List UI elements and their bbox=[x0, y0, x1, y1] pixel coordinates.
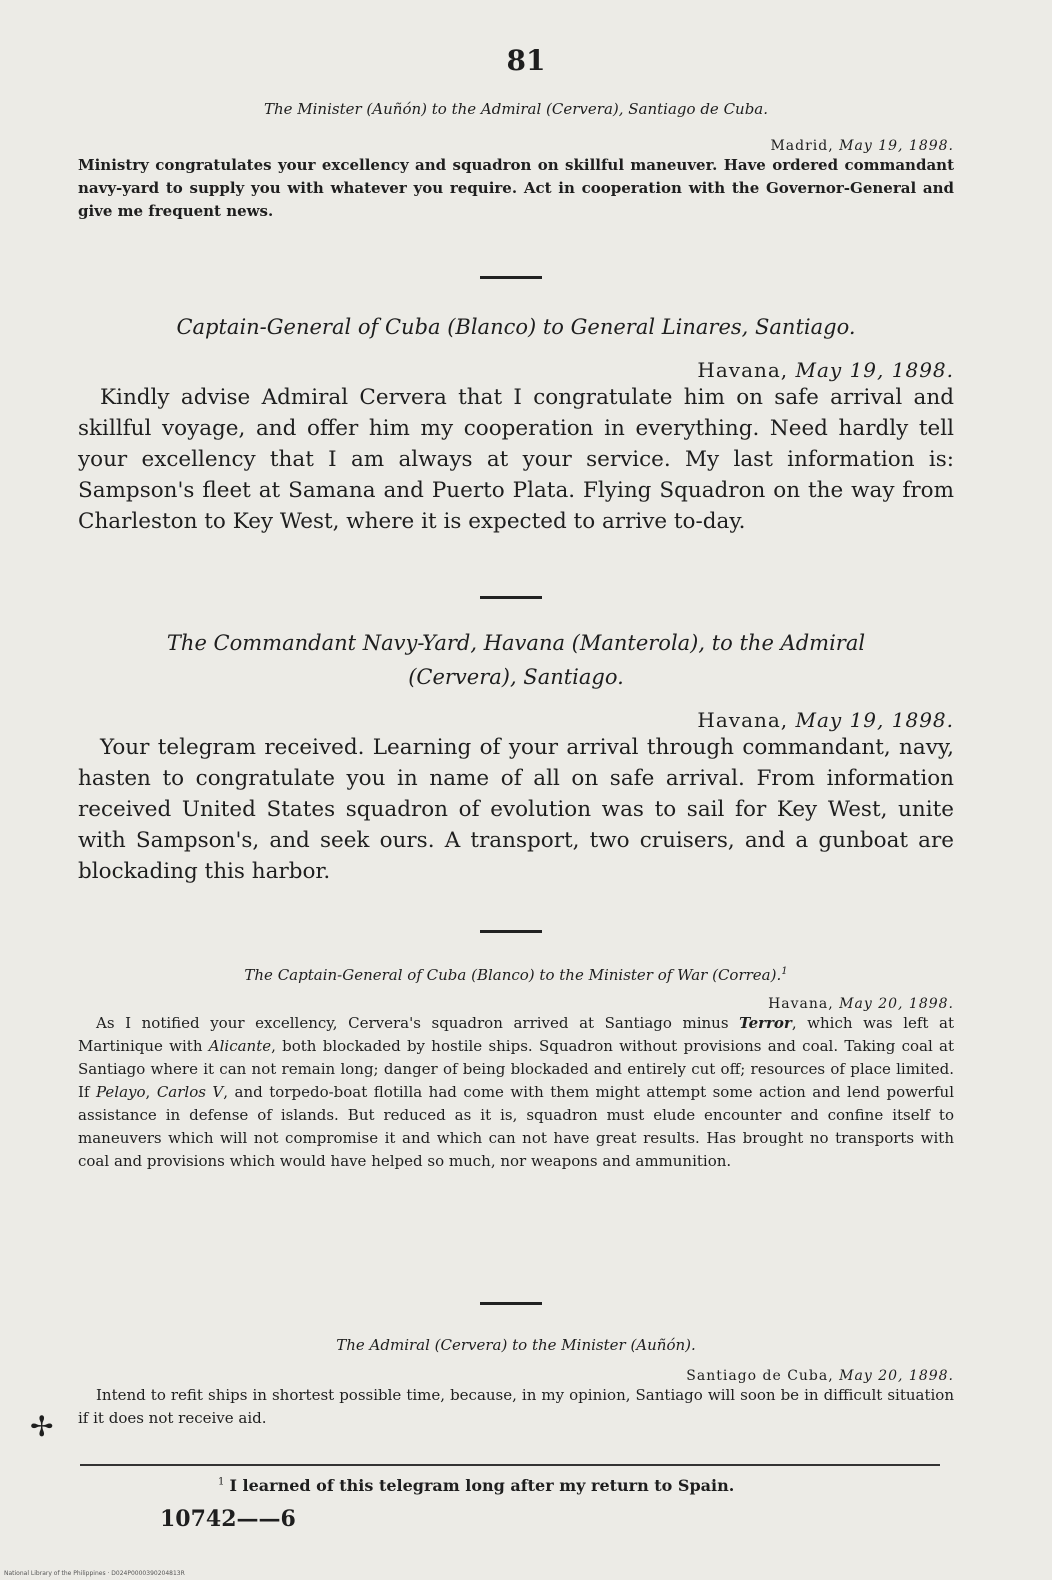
telegram-4-heading: The Captain-General of Cuba (Blanco) to the Minister of War (Correa). bbox=[244, 966, 782, 984]
ship-name: Alicante bbox=[208, 1037, 272, 1055]
ship-name: Pelayo bbox=[95, 1083, 146, 1101]
margin-mark-icon: ✢ bbox=[30, 1410, 54, 1443]
telegram-2-body: Kindly advise Admiral Cervera that I congratulate him on safe arrival and skillful voyage, and offer him my cooperation in everything. Need hardly tell your excellency that I am always at your service. My last information is: Sampson's fleet at Samana and Puerto Plata. Flying Squadron on the way from Charleston to Key West, where it is expected to arrive to-day. bbox=[78, 385, 954, 534]
body-text: As I notified your excellency, Cervera's squadron arrived at Santiago minus bbox=[96, 1014, 740, 1032]
telegram-5-place: Santiago de Cuba, bbox=[686, 1368, 834, 1384]
telegram-3 bbox=[78, 626, 954, 887]
telegram-4-dateline bbox=[78, 996, 954, 1012]
body-text: , both blockaded by hostile ships. Squadron without provisions and coal. Taking coal at Santiago where it can not remain long; danger of being blockaded and entirely cut off; resources of place limited. If bbox=[78, 1037, 954, 1101]
telegram-1 bbox=[78, 100, 954, 223]
telegram-1-date: May 19, 1898. bbox=[839, 138, 954, 154]
footnote-mark: 1 bbox=[218, 1476, 225, 1488]
telegram-5-heading: The Admiral (Cervera) to the Minister (Auñón). bbox=[336, 1336, 696, 1354]
telegram-3-dateline bbox=[78, 708, 954, 732]
telegram-3-place: Havana, bbox=[697, 708, 789, 732]
page-number: 81 bbox=[506, 44, 546, 77]
telegram-1-place: Madrid, bbox=[770, 138, 834, 154]
ship-name: Terror bbox=[739, 1014, 792, 1032]
footnote-rule bbox=[80, 1464, 940, 1466]
telegram-4-heading-line bbox=[78, 966, 954, 984]
telegram-1-heading: The Minister (Auñón) to the Admiral (Cervera), Santiago de Cuba. bbox=[263, 100, 769, 118]
section-divider bbox=[480, 1302, 542, 1305]
section-divider bbox=[480, 276, 542, 279]
telegram-3-body: Your telegram received. Learning of your arrival through commandant, navy, hasten to congratulate you in name of all on safe arrival. From information received United States squadron of evolution was to sail for Key West, unite with Sampson's, and seek ours. A transport, two cruisers, and a gunboat are blockading this harbor. bbox=[78, 735, 954, 884]
ship-name: Carlos V bbox=[156, 1083, 224, 1101]
telegram-5-date: May 20, 1898. bbox=[839, 1368, 954, 1384]
telegram-3-heading-line2: (Cervera), Santiago. bbox=[408, 665, 624, 689]
section-divider bbox=[480, 930, 542, 933]
telegram-5-body: Intend to refit ships in shortest possible time, because, in my opinion, Santiago will soon be in difficult situation if it does not receive aid. bbox=[78, 1386, 954, 1427]
telegram-4-date: May 20, 1898. bbox=[839, 996, 954, 1012]
telegram-3-date: May 19, 1898. bbox=[795, 708, 954, 732]
footnote-ref: 1 bbox=[781, 966, 788, 977]
telegram-1-body: Ministry congratulates your excellency and squadron on skillful maneuver. Have ordered commandant navy-yard to supply you with whatever you require. Act in cooperation with the Governor-General and give me frequent news. bbox=[78, 156, 954, 220]
footnote bbox=[218, 1476, 734, 1495]
telegram-2-place: Havana, bbox=[697, 358, 789, 382]
body-text: , and torpedo-boat flotilla had come with them might attempt some action and lend powerful assistance in defense of islands. But reduced as it is, squadron must elude encounter and confine itself to maneuvers which will not compromise it and which can not have great results. Has brought no transports with coal and provisions which would have helped so much, nor weapons and ammunition. bbox=[78, 1083, 954, 1170]
printer-signature: 10742——6 bbox=[160, 1506, 296, 1532]
footnote-text: I learned of this telegram long after my return to Spain. bbox=[229, 1476, 735, 1495]
telegram-2-dateline bbox=[78, 358, 954, 382]
telegram-4 bbox=[78, 966, 954, 1173]
telegram-5-dateline bbox=[78, 1368, 954, 1384]
telegram-2 bbox=[78, 310, 954, 537]
telegram-4-body bbox=[78, 1012, 954, 1173]
telegram-2-date: May 19, 1898. bbox=[795, 358, 954, 382]
telegram-5 bbox=[78, 1336, 954, 1430]
telegram-3-heading-line1: The Commandant Navy-Yard, Havana (Manterola), to the Admiral bbox=[166, 631, 866, 655]
telegram-2-heading: Captain-General of Cuba (Blanco) to General Linares, Santiago. bbox=[176, 315, 856, 339]
library-stamp: National Library of the Philippines · D024P0000390204813R bbox=[4, 1570, 185, 1577]
body-text: , bbox=[145, 1083, 157, 1101]
body-text: , which was left at Martinique with bbox=[78, 1014, 954, 1055]
telegram-4-place: Havana, bbox=[768, 996, 834, 1012]
telegram-1-dateline bbox=[78, 138, 954, 154]
section-divider bbox=[480, 596, 542, 599]
